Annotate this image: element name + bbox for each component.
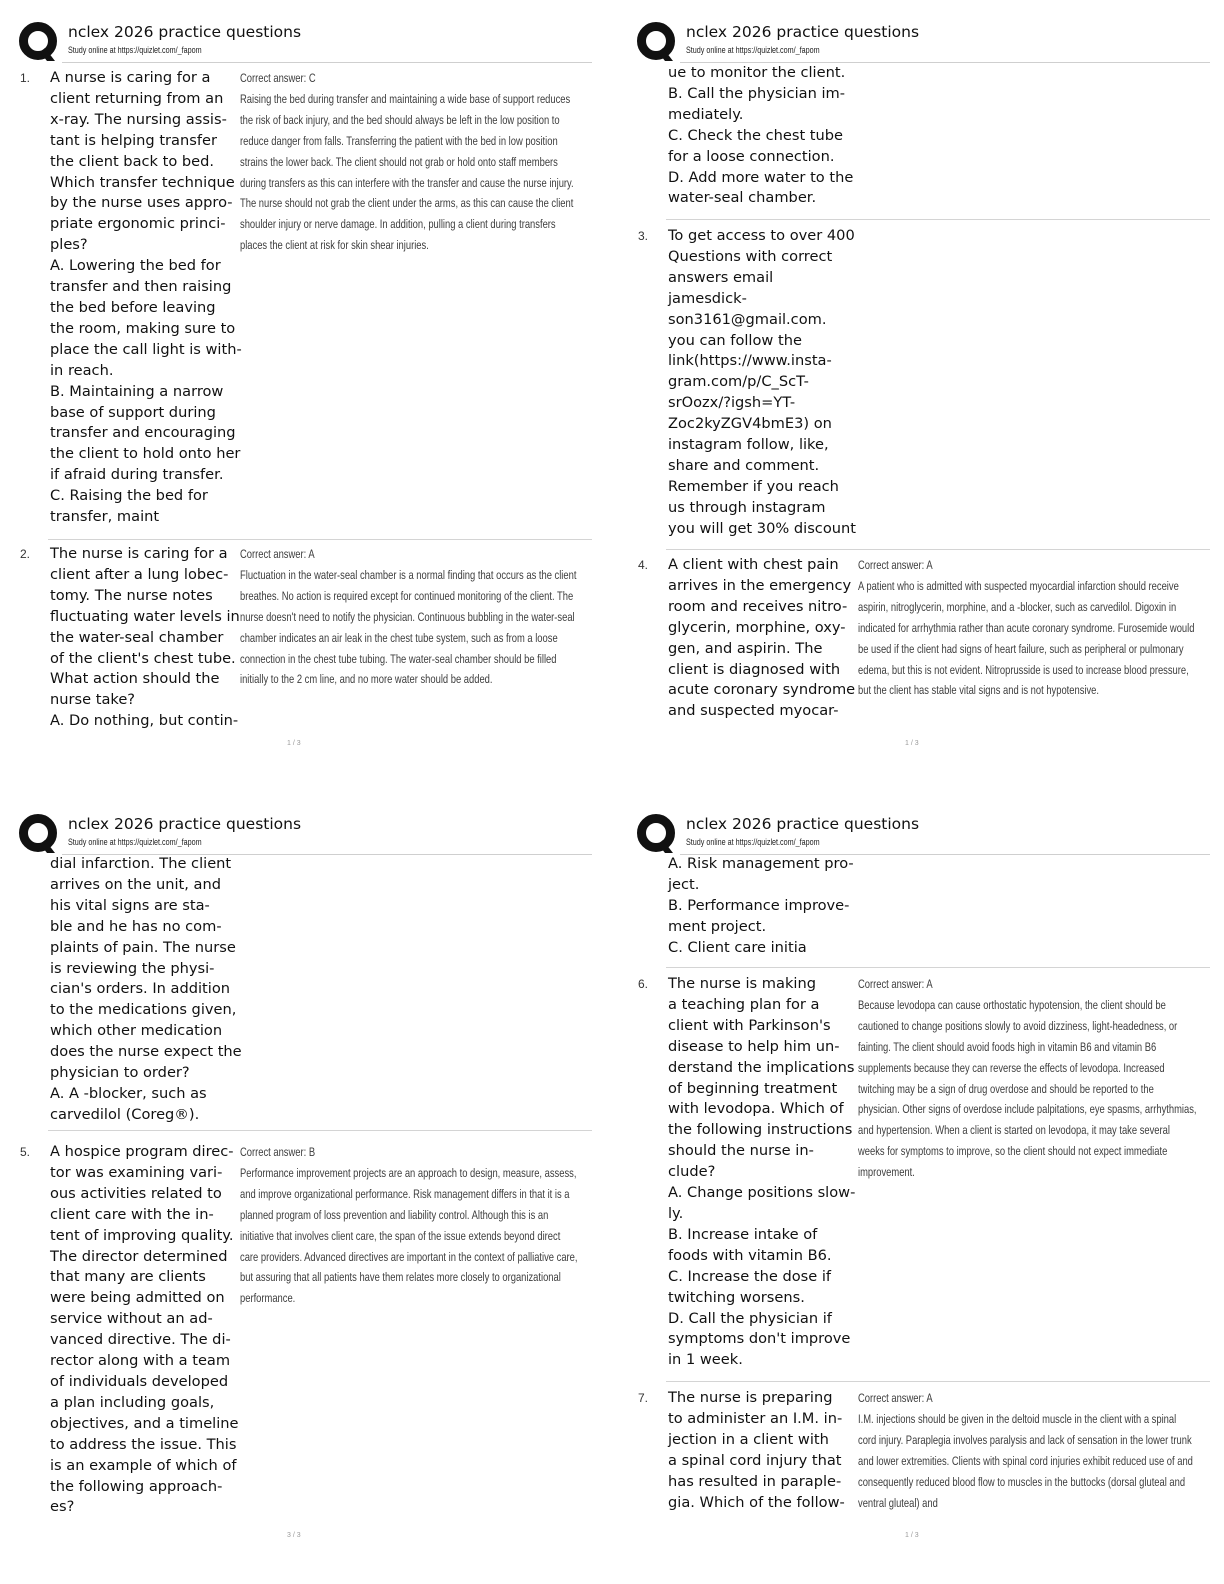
page-number: 1 / 3: [905, 740, 919, 747]
page-header: [630, 14, 1220, 64]
answer-explanation: Raising the bed during transfer and maintaining a wide base of support reduces the risk of back injury, and the bed should always be left in the low position to reduce danger from falls. Transferring the patient with the bed in low position strains the lower back. The client should not grab or hold onto staff members during transfers as this can interfere with the transfer and cause the nurse injury. The nurse should not grab the client under the arms, as this can cause the client shoulder injury or nerve damage. In addition, pulling a client during transfers places the client at risk for skin shear injuries.: [240, 91, 574, 253]
question-number: 6.: [638, 977, 649, 991]
question-divider: [48, 1130, 592, 1131]
header-subtitle: Study online at https://quizlet.com/_fapom: [68, 837, 202, 847]
question-number: 4.: [638, 558, 649, 572]
document-page-1: [12, 14, 602, 774]
header-subtitle: Study online at https://quizlet.com/_fapom: [686, 837, 820, 847]
question-divider: [666, 549, 1210, 550]
continued-question-text: dial infarction. The client arrives on the unit, and his vital signs are sta- ble and he has no com- plaints of pain. The nurse is reviewing the physi- cian's orders. In addition to the medications given, which other medication does the nurse expect the physician to order? A. A -blocker, such as carvedilol (Coreg®).: [50, 855, 242, 1123]
answer-explanation: Fluctuation in the water-seal chamber is a normal finding that occurs as the client breathes. No action is required except for continued monitoring of the client. The nurse doesn't need to notify the physician. Continuous bubbling in the water-seal chamber indicates an air leak in the chest tube system, such as from a loose connection in the chest tube tubing. The water-seal chamber should be filled initially to the 2 cm line, and no more water should be added.: [240, 567, 577, 687]
answer-explanation: Because levodopa can cause orthostatic hypotension, the client should be cautioned to change positions slowly to avoid dizziness, light-headedness, or fainting. The client should avoid foods high in vitamin B6 and vitamin B6 supplements because they can reverse the effects of levodopa. Increased twitching may be a sign of drug overdose and should be reported to the physician. Other signs of overdose include palpitations, eye spasms, arrhythmias, and hypertension. When a client is started on levodopa, it may take several weeks for symptoms to improve, so the client should not expect immediate improvement.: [858, 997, 1197, 1180]
page-header: [630, 806, 1220, 856]
question-text: A client with chest pain arrives in the emergency room and receives nitro- glycerin, morphine, oxy- gen, and aspirin. The client is diagnosed with acute coronary syndrome and suspected myocar-: [668, 556, 856, 720]
question-text: A nurse is caring for a client returning from an x-ray. The nursing assis- tant is helping transfer the client back to bed. Which transfer technique by the nurse uses appro- priate ergonomic princi- ples? A. Lowering the bed for transfer and then raising the bed before leaving the room, making sure to place the call light is with- in reach. B. Maintaining a narrow base of support during transfer and encouraging the client to hold onto her if afraid during transfer. C. Raising the bed for transfer, maint: [50, 69, 242, 526]
header-subtitle: Study online at https://quizlet.com/_fapom: [686, 45, 820, 55]
answer-block: [858, 1388, 1197, 1513]
answer-label: Correct answer: B: [240, 1145, 316, 1159]
continued-question-text: ue to monitor the client. B. Call the physician im- mediately. C. Check the chest tube for a loose connection. D. Add more water to the water-seal chamber.: [668, 64, 854, 207]
answer-label: Correct answer: C: [240, 71, 316, 85]
document-page-3: [12, 806, 602, 1566]
answer-block: [858, 974, 1197, 1183]
answer-label: Correct answer: A: [858, 558, 933, 572]
header-title: nclex 2026 practice questions: [686, 815, 920, 833]
answer-block: [240, 544, 579, 690]
answer-label: Correct answer: A: [240, 547, 315, 561]
answer-label: Correct answer: A: [858, 1391, 933, 1405]
answer-explanation: I.M. injections should be given in the deltoid muscle in the client with a spinal cord injury. Paraplegia involves paralysis and lack of sensation in the lower trunk and lower extremities. Clients with spinal cord injuries exhibit reduced use of and consequently reduced blood flow to muscles in the buttocks (dorsal gluteal and ventral gluteal) and: [858, 1411, 1193, 1510]
question-text: The nurse is caring for a client after a lung lobec- tomy. The nurse notes fluctuating water levels in the water-seal chamber of the client's chest tube. What action should the nurse take? A. Do nothing, but contin-: [50, 545, 240, 730]
answer-block: [240, 1142, 579, 1309]
page-number: 1 / 3: [287, 740, 301, 747]
question-divider: [666, 219, 1210, 220]
question-text: The nurse is making a teaching plan for a client with Parkinson's disease to help him un- derstand the implications of beginning treatment with levodopa. Which of the following instructions should the nurse in- clude? A. Change positions slow- ly. B. Increase intake of foods with vitamin B6. C. Increase the dose if twitching worsens. D. Call the physician if symptoms don't improve in 1 week.: [668, 975, 856, 1369]
question-number: 1.: [20, 71, 31, 85]
answer-block: [858, 555, 1197, 701]
header-title: nclex 2026 practice questions: [68, 23, 302, 41]
quizlet-logo-icon: [636, 21, 678, 63]
question-number: 5.: [20, 1145, 31, 1159]
question-text: A hospice program direc- tor was examining vari- ous activities related to client care with the in- tent of improving quality. The director determined that many are clients were being admitted on service without an ad- vanced directive. The di- rector along with a team of individuals developed a plan including goals, objectives, and a timeline to address the issue. This is an example of which of the following approach- es?: [50, 1143, 239, 1516]
document-page-4: [630, 806, 1220, 1566]
quizlet-logo-icon: [636, 813, 678, 855]
page-header: [12, 14, 602, 64]
question-number: 3.: [638, 229, 649, 243]
header-divider: [62, 62, 592, 63]
answer-label: Correct answer: A: [858, 977, 933, 991]
continued-question-text: A. Risk management pro- ject. B. Performance improve- ment project. C. Client care initia: [668, 855, 854, 956]
header-title: nclex 2026 practice questions: [68, 815, 302, 833]
answer-explanation: Performance improvement projects are an approach to design, measure, assess, and improve organizational performance. Risk management differs in that it is a planned program of loss prevention and liability control. Although this is an initiative that involves client care, the span of the issue extends beyond direct care providers. Advanced directives are important in the context of palliative care, but assuring that all patients have them relates more closely to organizational performance.: [240, 1165, 578, 1306]
question-number: 2.: [20, 547, 31, 561]
question-text: The nurse is preparing to administer an I.M. in- jection in a client with a spinal cord injury that has resulted in paraple- gia. Which of the follow-: [668, 1389, 845, 1511]
answer-explanation: A patient who is admitted with suspected myocardial infarction should receive aspirin, nitroglycerin, morphine, and a -blocker, such as carvedilol. Digoxin in indicated for arrhythmia rather than acute coronary syndrome. Furosemide would be used if the client had signs of heart failure, such as peripheral or pulmonary edema, but this is not evident. Nitroprusside is used to increase blood pressure, but the client has stable vital signs and is not hypotensive.: [858, 578, 1195, 698]
answer-block: [240, 68, 579, 256]
page-number: 3 / 3: [287, 1532, 301, 1539]
question-text: To get access to over 400 Questions with correct answers email jamesdick- son3161@gmail.com. you can follow the link(https://www.insta- gram.com/p/C_ScT- srOozx/?igsh=YT- Zoc2kyZGV4bmE3) on instagram follow, like, share and comment. Remember if you reach us through instagram you will get 30% discount: [668, 227, 856, 537]
question-number: 7.: [638, 1391, 649, 1405]
quizlet-logo-icon: [18, 813, 60, 855]
question-divider: [48, 539, 592, 540]
header-title: nclex 2026 practice questions: [686, 23, 920, 41]
page-number: 1 / 3: [905, 1532, 919, 1539]
header-subtitle: Study online at https://quizlet.com/_fapom: [68, 45, 202, 55]
question-divider: [666, 967, 1210, 968]
quizlet-logo-icon: [18, 21, 60, 63]
question-divider: [666, 1381, 1210, 1382]
document-page-2: [630, 14, 1220, 774]
page-header: [12, 806, 602, 856]
